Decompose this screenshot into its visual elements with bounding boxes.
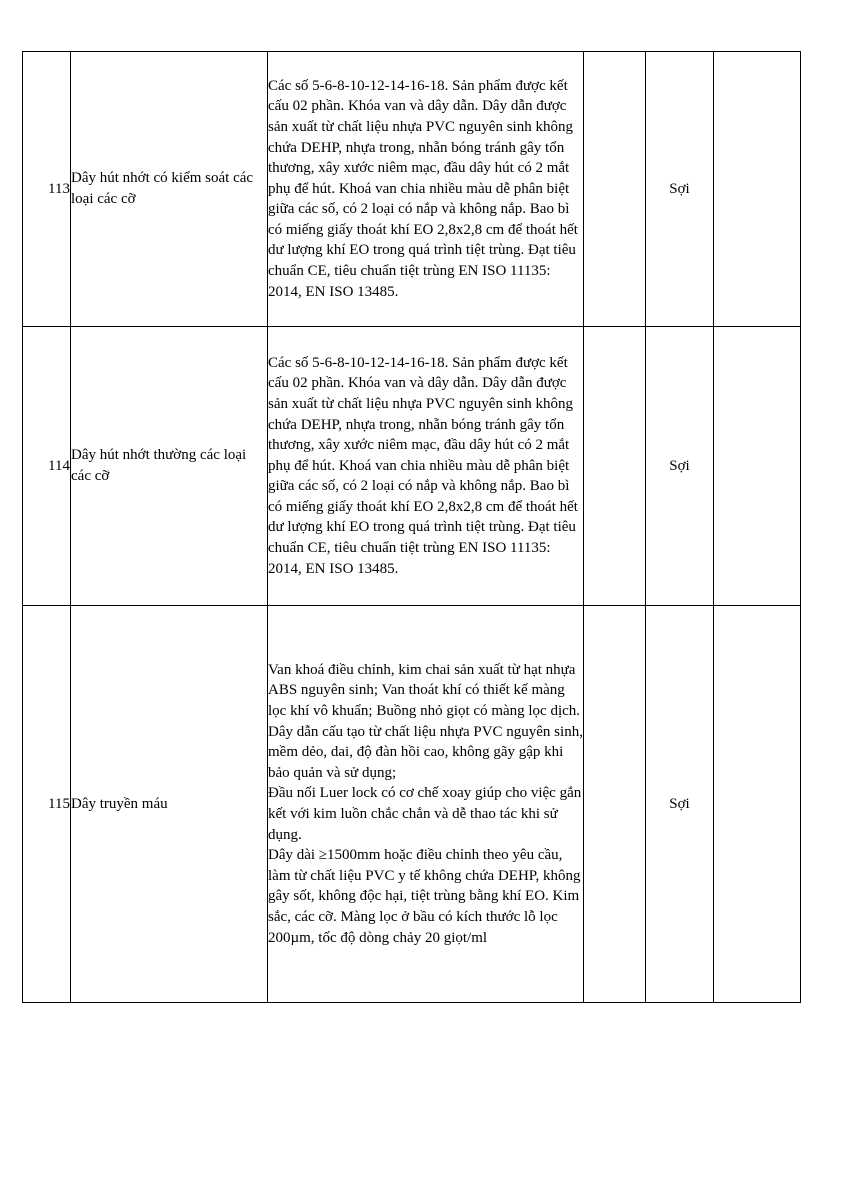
product-description: Van khoá điều chỉnh, kim chai sản xuất từ hạt nhựa ABS nguyên sinh; Van thoát khí có thiết kế màng lọc khí vô khuẩn; Buồng nhỏ giọt có màng lọc dịch. Dây dẫn cấu tạo từ chất liệu nhựa PVC nguyên sinh, mềm dẻo, dai, độ đàn hồi cao, không gãy gập khi bảo quản và sử dụng; Đầu nối Luer lock có cơ chế xoay giúp cho việc gắn kết với kim luồn chắc chắn và dễ thao tác khi sử dụng. Dây dài ≥1500mm hoặc điều chỉnh theo yêu cầu, làm từ chất liệu PVC y tế không chứa DEHP, không gây sốt, không độc hại, tiệt trùng bằng khí EO. Kim sắc, các cỡ. Màng lọc ở bầu có kích thước lỗ lọc 200µm, tốc độ dòng chảy 20 giọt/ml: [268, 606, 584, 1003]
unit-cell: Sợi: [646, 52, 714, 327]
row-number: 114: [23, 327, 71, 606]
empty-cell: [714, 52, 801, 327]
product-description: Các số 5-6-8-10-12-14-16-18. Sản phẩm được kết cấu 02 phần. Khóa van và dây dẫn. Dây dẫn được sản xuất từ chất liệu nhựa PVC nguyên sinh không chứa DEHP, nhựa trong, nhẵn bóng tránh gây tổn thương, xây xước niêm mạc, đầu dây hút có 2 mắt phụ để hút. Khoá van chia nhiều màu dễ phân biệt giữa các số, có 2 loại có nắp và không nắp. Bao bì có miếng giấy thoát khí EO 2,8x2,8 cm để thoát hết dư lượng khí EO trong quá trình tiệt trùng. Đạt tiêu chuẩn CE, tiêu chuẩn tiệt trùng EN ISO 11135: 2014, EN ISO 13485.: [268, 327, 584, 606]
empty-cell: [584, 52, 646, 327]
empty-cell: [714, 327, 801, 606]
empty-cell: [584, 327, 646, 606]
row-number: 115: [23, 606, 71, 1003]
table-row: [23, 52, 801, 327]
product-name: Dây hút nhớt thường các loại các cỡ: [71, 327, 268, 606]
empty-cell: [714, 606, 801, 1003]
row-number: 113: [23, 52, 71, 327]
product-name: Dây truyền máu: [71, 606, 268, 1003]
product-description: Các số 5-6-8-10-12-14-16-18. Sản phẩm được kết cấu 02 phần. Khóa van và dây dẫn. Dây dẫn được sản xuất từ chất liệu nhựa PVC nguyên sinh không chứa DEHP, nhựa trong, nhẵn bóng tránh gây tổn thương, xây xước niêm mạc, đầu dây hút có 2 mắt phụ để hút. Khoá van chia nhiều màu dễ phân biệt giữa các số, có 2 loại có nắp và không nắp. Bao bì có miếng giấy thoát khí EO 2,8x2,8 cm để thoát hết dư lượng khí EO trong quá trình tiệt trùng. Đạt tiêu chuẩn CE, tiêu chuẩn tiệt trùng EN ISO 11135: 2014, EN ISO 13485.: [268, 52, 584, 327]
product-name: Dây hút nhớt có kiểm soát các loại các cỡ: [71, 52, 268, 327]
table-row: [23, 606, 801, 1003]
empty-cell: [584, 606, 646, 1003]
table-row: [23, 327, 801, 606]
unit-cell: Sợi: [646, 606, 714, 1003]
unit-cell: Sợi: [646, 327, 714, 606]
spec-table: [22, 51, 801, 1003]
